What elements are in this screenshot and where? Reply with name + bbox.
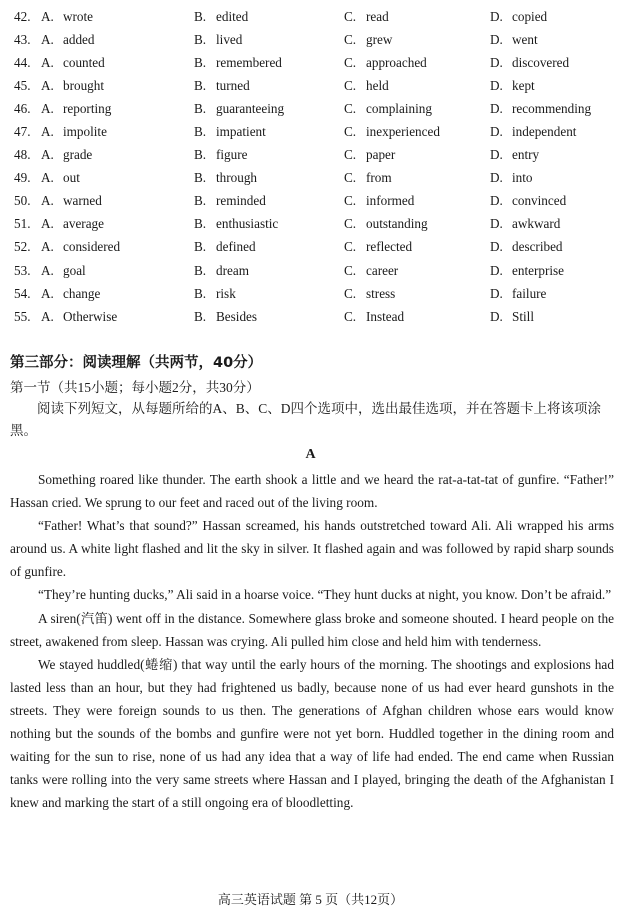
option-b — [194, 216, 344, 232]
option-d — [490, 9, 614, 25]
option-letter-a: A. — [41, 308, 54, 324]
option-c — [344, 170, 490, 186]
option-c — [344, 78, 490, 94]
question-number: 55. — [14, 308, 31, 324]
option-letter-c: C. — [344, 262, 357, 278]
option-a-text: Otherwise — [63, 308, 118, 324]
option-letter-d: D. — [490, 54, 503, 70]
option-b-text: defined — [216, 239, 256, 255]
option-b-text: impatient — [216, 124, 266, 140]
option-letter-d: D. — [490, 308, 503, 324]
option-a-text: average — [63, 216, 104, 232]
option-row — [14, 305, 614, 328]
option-c — [344, 216, 490, 232]
option-b — [194, 309, 344, 325]
option-letter-d: D. — [490, 31, 503, 47]
option-c-text: approached — [366, 54, 427, 70]
option-b — [194, 32, 344, 48]
option-a — [41, 309, 194, 325]
option-c-text: read — [366, 8, 389, 24]
option-letter-d: D. — [490, 77, 503, 93]
option-row — [14, 213, 614, 236]
option-letter-a: A. — [41, 31, 54, 47]
option-b-text: guaranteeing — [216, 100, 285, 116]
option-a-text: warned — [63, 193, 102, 209]
option-letter-a: A. — [41, 193, 54, 209]
option-c-text: career — [366, 262, 399, 278]
option-b — [194, 78, 344, 94]
option-d-text: recommending — [512, 100, 592, 116]
option-letter-c: C. — [344, 124, 357, 140]
option-a — [41, 286, 194, 302]
question-number: 52. — [14, 239, 31, 255]
passage-paragraph: We stayed huddled(蜷缩) that way until the early hours of the morning. The shootings and explosions had lasted less than an hour, but they had frightened us badly, because none of us had ever heard gunshots in the streets. They were foreign sounds to us then. The generations of Afghan children whose ears would know nothing but the sounds of the bombs and gunfire were not yet born. Huddled together in the dining room and waiting for the sun to rise, none of us had any idea that a way of life had ended. The end came when Russian tanks were rolling into the very same streets where Hassan and I played, bringing the death of the Afghanistan I knew and marking the start of a still ongoing era of bloodletting. — [10, 656, 614, 811]
option-d-text: kept — [512, 77, 535, 93]
option-a — [41, 124, 194, 140]
option-letter-c: C. — [344, 239, 357, 255]
option-d — [490, 193, 614, 209]
option-a-text: out — [63, 170, 80, 186]
option-letter-a: A. — [41, 216, 54, 232]
option-row — [14, 51, 614, 74]
option-b-text: Besides — [216, 308, 258, 324]
option-letter-a: A. — [41, 170, 54, 186]
option-d-text: enterprise — [512, 262, 564, 278]
option-letter-d: D. — [490, 216, 503, 232]
option-d-text: independent — [512, 124, 577, 140]
question-number: 46. — [14, 100, 31, 116]
option-letter-d: D. — [490, 124, 503, 140]
option-letter-a: A. — [41, 77, 54, 93]
option-b — [194, 124, 344, 140]
option-row — [14, 28, 614, 51]
option-d — [490, 216, 614, 232]
question-number: 51. — [14, 216, 31, 232]
option-b-text: dream — [216, 262, 249, 278]
option-c — [344, 239, 490, 255]
option-a — [41, 263, 194, 279]
option-c — [344, 124, 490, 140]
option-letter-c: C. — [344, 54, 357, 70]
option-letter-b: B. — [194, 262, 207, 278]
option-c-text: reflected — [366, 239, 413, 255]
option-d-text: convinced — [512, 193, 567, 209]
passage — [10, 468, 614, 814]
option-letter-c: C. — [344, 216, 357, 232]
option-d — [490, 170, 614, 186]
option-b-text: turned — [216, 77, 250, 93]
option-c — [344, 147, 490, 163]
option-c-text: complaining — [366, 100, 432, 116]
option-letter-d: D. — [490, 193, 503, 209]
option-d-text: copied — [512, 8, 548, 24]
option-b — [194, 263, 344, 279]
passage-paragraph: A siren(汽笛) went off in the distance. Somewhere glass broke and someone shouted. I heard people on the street, awakened from sleep. Hassan was crying. Ali pulled him close and held him with tenderness. — [10, 610, 614, 649]
option-d — [490, 78, 614, 94]
section-title: 第一节（共15小题；每小题2分，共30分） — [10, 380, 260, 395]
option-b — [194, 55, 344, 71]
option-c-text: informed — [366, 193, 415, 209]
passage-paragraph: “Father! What’s that sound?” Hassan screamed, his hands outstretched toward Ali. Ali wrapped his arms around us. A white light flashed and lit the sky in silver. It flashed again and was followed by rapid sharp sounds of gunfire. — [10, 518, 614, 580]
option-letter-b: B. — [194, 77, 207, 93]
option-letter-b: B. — [194, 285, 207, 301]
page-footer: 高三英语试题 第 5 页（共12页） — [217, 892, 404, 907]
question-number: 44. — [14, 54, 31, 70]
option-a-text: reporting — [63, 100, 112, 116]
option-letter-a: A. — [41, 262, 54, 278]
option-b-text: through — [216, 170, 258, 186]
option-letter-c: C. — [344, 147, 357, 163]
option-a — [41, 147, 194, 163]
option-d-text: Still — [512, 308, 534, 324]
option-letter-a: A. — [41, 100, 54, 116]
option-c-text: paper — [366, 147, 396, 163]
option-a-text: brought — [63, 77, 105, 93]
option-b-text: lived — [216, 31, 243, 47]
option-d — [490, 124, 614, 140]
option-c — [344, 309, 490, 325]
option-letter-b: B. — [194, 54, 207, 70]
option-letter-c: C. — [344, 31, 357, 47]
option-b — [194, 9, 344, 25]
option-d — [490, 32, 614, 48]
option-letter-b: B. — [194, 308, 207, 324]
option-c — [344, 193, 490, 209]
option-a-text: considered — [63, 239, 121, 255]
passage-label: A — [305, 447, 316, 462]
option-d-text: described — [512, 239, 563, 255]
option-letter-a: A. — [41, 285, 54, 301]
option-a-text: grade — [63, 147, 93, 163]
cloze-options — [14, 5, 614, 328]
part-title: 第三部分：阅读理解（共两节，40分） — [10, 355, 263, 371]
option-letter-d: D. — [490, 262, 503, 278]
passage-paragraph: “They’re hunting ducks,” Ali said in a hoarse voice. “They hunt ducks at night, you know. Don’t be afraid.” — [38, 587, 612, 603]
option-a-text: counted — [63, 54, 105, 70]
option-letter-d: D. — [490, 170, 503, 186]
option-a-text: change — [63, 285, 101, 301]
option-row — [14, 74, 614, 97]
instructions: 阅读下列短文，从每题所给的A、B、C、D四个选项中，选出最佳选项，并在答题卡上将该项涂黑。 — [10, 401, 602, 438]
option-b-text: remembered — [216, 54, 282, 70]
option-d-text: went — [512, 31, 538, 47]
option-d-text: awkward — [512, 216, 561, 232]
option-a — [41, 9, 194, 25]
option-a — [41, 216, 194, 232]
option-d-text: failure — [512, 285, 547, 301]
question-number: 48. — [14, 147, 31, 163]
option-letter-c: C. — [344, 285, 357, 301]
option-row — [14, 120, 614, 143]
option-c-text: inexperienced — [366, 124, 440, 140]
option-c — [344, 286, 490, 302]
question-number: 43. — [14, 31, 31, 47]
option-a — [41, 170, 194, 186]
option-d — [490, 263, 614, 279]
option-d-text: into — [512, 170, 533, 186]
option-d-text: entry — [512, 147, 540, 163]
option-a — [41, 101, 194, 117]
option-a-text: added — [63, 31, 95, 47]
question-number: 50. — [14, 193, 31, 209]
option-b-text: figure — [216, 147, 248, 163]
option-letter-a: A. — [41, 8, 54, 24]
option-letter-c: C. — [344, 8, 357, 24]
option-letter-a: A. — [41, 124, 54, 140]
option-c-text: outstanding — [366, 216, 428, 232]
option-b — [194, 147, 344, 163]
option-letter-b: B. — [194, 147, 207, 163]
option-letter-b: B. — [194, 239, 207, 255]
option-letter-c: C. — [344, 100, 357, 116]
option-letter-c: C. — [344, 308, 357, 324]
option-letter-d: D. — [490, 239, 503, 255]
option-letter-d: D. — [490, 147, 503, 163]
option-row — [14, 236, 614, 259]
option-letter-b: B. — [194, 124, 207, 140]
option-row — [14, 97, 614, 120]
question-number: 42. — [14, 8, 31, 24]
option-b-text: edited — [216, 8, 249, 24]
option-row — [14, 144, 614, 167]
option-letter-d: D. — [490, 285, 503, 301]
option-letter-d: D. — [490, 8, 503, 24]
option-a — [41, 239, 194, 255]
option-row — [14, 167, 614, 190]
option-letter-b: B. — [194, 31, 207, 47]
option-b-text: enthusiastic — [216, 216, 279, 232]
option-b-text: reminded — [216, 193, 266, 209]
option-b-text: risk — [216, 285, 236, 301]
option-d — [490, 147, 614, 163]
option-c-text: Instead — [366, 308, 405, 324]
option-c-text: held — [366, 77, 389, 93]
question-number: 45. — [14, 77, 31, 93]
option-letter-c: C. — [344, 170, 357, 186]
option-c — [344, 101, 490, 117]
option-letter-d: D. — [490, 100, 503, 116]
option-letter-b: B. — [194, 8, 207, 24]
option-a — [41, 32, 194, 48]
option-letter-b: B. — [194, 170, 207, 186]
option-c-text: stress — [366, 285, 396, 301]
option-c — [344, 32, 490, 48]
option-d — [490, 101, 614, 117]
question-number: 53. — [14, 262, 31, 278]
option-c-text: from — [366, 170, 392, 186]
option-b — [194, 286, 344, 302]
option-row — [14, 190, 614, 213]
option-b — [194, 239, 344, 255]
option-row — [14, 5, 614, 28]
question-number: 49. — [14, 170, 31, 186]
option-letter-c: C. — [344, 77, 357, 93]
option-b — [194, 170, 344, 186]
option-c — [344, 263, 490, 279]
passage-paragraph: Something roared like thunder. The earth shook a little and we heard the rat-a-tat-tat of gunfire. “Father!” Hassan cried. We sprung to our feet and raced out of the living room. — [10, 472, 614, 511]
option-letter-b: B. — [194, 216, 207, 232]
option-c — [344, 55, 490, 71]
option-letter-b: B. — [194, 193, 207, 209]
option-row — [14, 259, 614, 282]
option-row — [14, 282, 614, 305]
option-a — [41, 78, 194, 94]
option-c-text: grew — [366, 31, 393, 47]
option-letter-a: A. — [41, 239, 54, 255]
option-a — [41, 55, 194, 71]
option-d — [490, 286, 614, 302]
option-d-text: discovered — [512, 54, 570, 70]
option-b — [194, 101, 344, 117]
option-letter-a: A. — [41, 147, 54, 163]
option-d — [490, 309, 614, 325]
option-b — [194, 193, 344, 209]
option-c — [344, 9, 490, 25]
option-a-text: wrote — [63, 8, 94, 24]
question-number: 47. — [14, 124, 31, 140]
option-a-text: impolite — [63, 124, 107, 140]
option-letter-c: C. — [344, 193, 357, 209]
option-a — [41, 193, 194, 209]
option-letter-a: A. — [41, 54, 54, 70]
option-d — [490, 55, 614, 71]
question-number: 54. — [14, 285, 31, 301]
option-letter-b: B. — [194, 100, 207, 116]
option-d — [490, 239, 614, 255]
option-a-text: goal — [63, 262, 86, 278]
